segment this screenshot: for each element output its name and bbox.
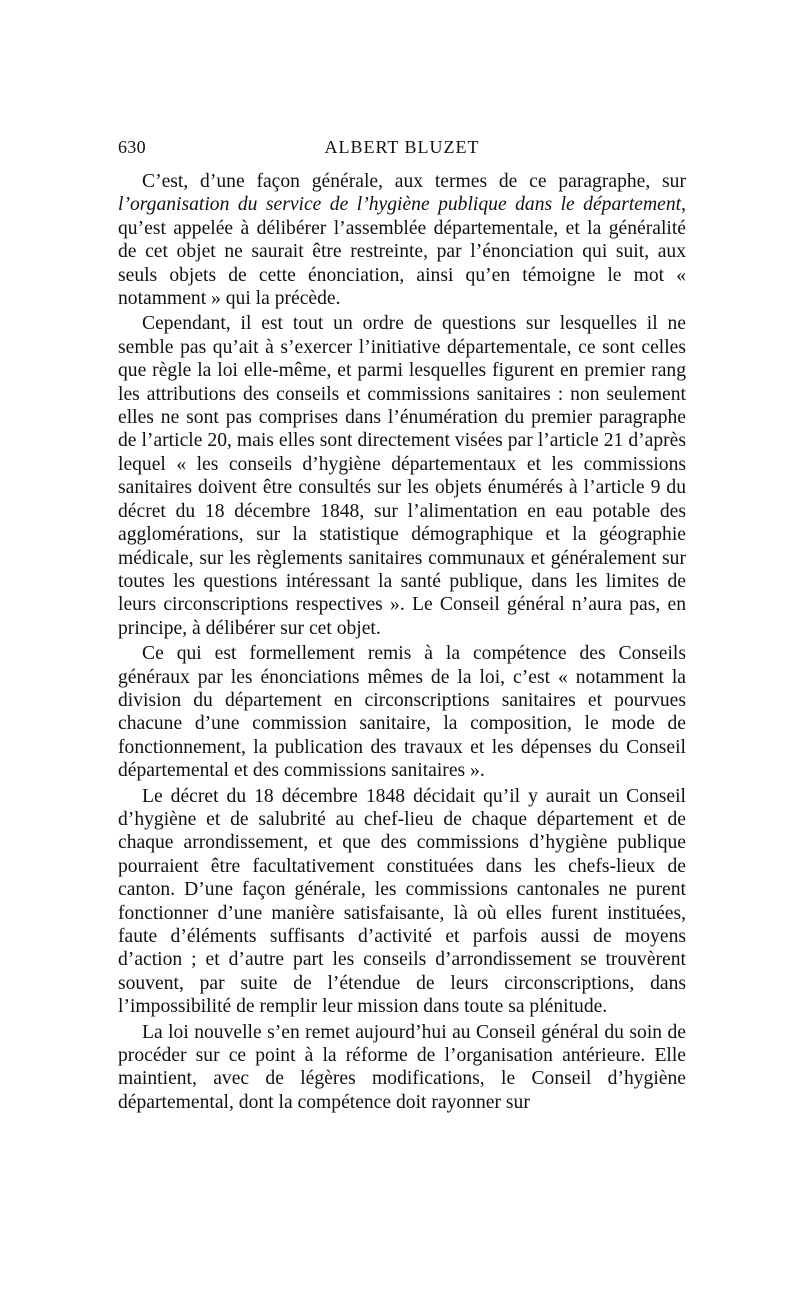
paragraph-1-lead: C’est, d’une façon générale, aux termes de ce paragraphe, sur bbox=[142, 171, 686, 192]
running-head: ALBERT BLUZET bbox=[324, 137, 480, 157]
paragraph-2: Cependant, il est tout un ordre de questions sur lesquelles il ne semble pas qu’ait à s’exercer l’initiative départementale, ce sont celles que règle la loi elle-même, et parmi lesquelles figurent en premier rang les attributions des conseils et commissions sanitaires : non seulement elles ne sont pas comprises dans l’énumération du premier paragraphe de l’article 20, mais elles sont directement visées par l’article 21 d’après lequel « les conseils d’hygiène départementaux et les commissions sanitaires doivent être consultés sur les objets énumérés à l’article 9 du décret du 18 décembre 1848, sur l’alimentation en eau potable des agglomérations, sur la statistique démographique et la géographie médicale, sur les règlements sanitaires communaux et généralement sur toutes les questions intéressant la santé publique, dans les limites de leurs circonscriptions respectives ». Le Conseil général n’aura pas, en principe, à délibérer sur cet objet. bbox=[118, 313, 686, 639]
paragraph-1-italic: l’organisation du service de l’hygiène publique dans le département bbox=[118, 194, 682, 216]
paragraph-4: Le décret du 18 décembre 1848 décidait qu’il y aurait un Conseil d’hygiène et de salubrité au chef-lieu de chaque département et de chaque arrondissement, et que des commissions d’hygiène publique pourraient être facultativement constituées dans les chefs-lieux de canton. D’une façon générale, les commissions cantonales ne purent fonctionner d’une manière satisfaisante, là où elles furent instituées, faute d’éléments suffisants d’activité et parfois aussi de moyens d’action ; et d’autre part les conseils d’arrondissement se trouvèrent souvent, par suite de l’étendue de leurs circonscriptions, dans l’impossibilité de remplir leur mission dans toute sa plénitude. bbox=[118, 785, 686, 1018]
page-header bbox=[118, 137, 686, 163]
page-number: 630 bbox=[118, 137, 146, 157]
paragraph-1-tail: , qu’est appelée à délibérer l’assemblée départementale, et la généralité de cet objet ne saurait être restreinte, par l’énonciation qui suit, aux seuls objets de cette énonciation, ainsi qu’en témoigne le mot « notamment » qui la précède. bbox=[118, 194, 686, 310]
body-text bbox=[118, 170, 686, 1114]
paragraph-5: La loi nouvelle s’en remet aujourd’hui au Conseil général du soin de procéder sur ce point à la réforme de l’organisation antérieure. Elle maintient, avec de légères modifications, le Conseil d’hygiène départemental, dont la compétence doit rayonner sur bbox=[118, 1021, 686, 1113]
paragraph-3: Ce qui est formellement remis à la compétence des Conseils généraux par les énonciations mêmes de la loi, c’est « notamment la division du département en circonscriptions sanitaires et pourvues chacune d’une commission sanitaire, la composition, le mode de fonctionnement, la publication des travaux et les dépenses du Conseil départemental et des commissions sanitaires ». bbox=[118, 643, 686, 782]
paragraph-1 bbox=[118, 170, 686, 310]
